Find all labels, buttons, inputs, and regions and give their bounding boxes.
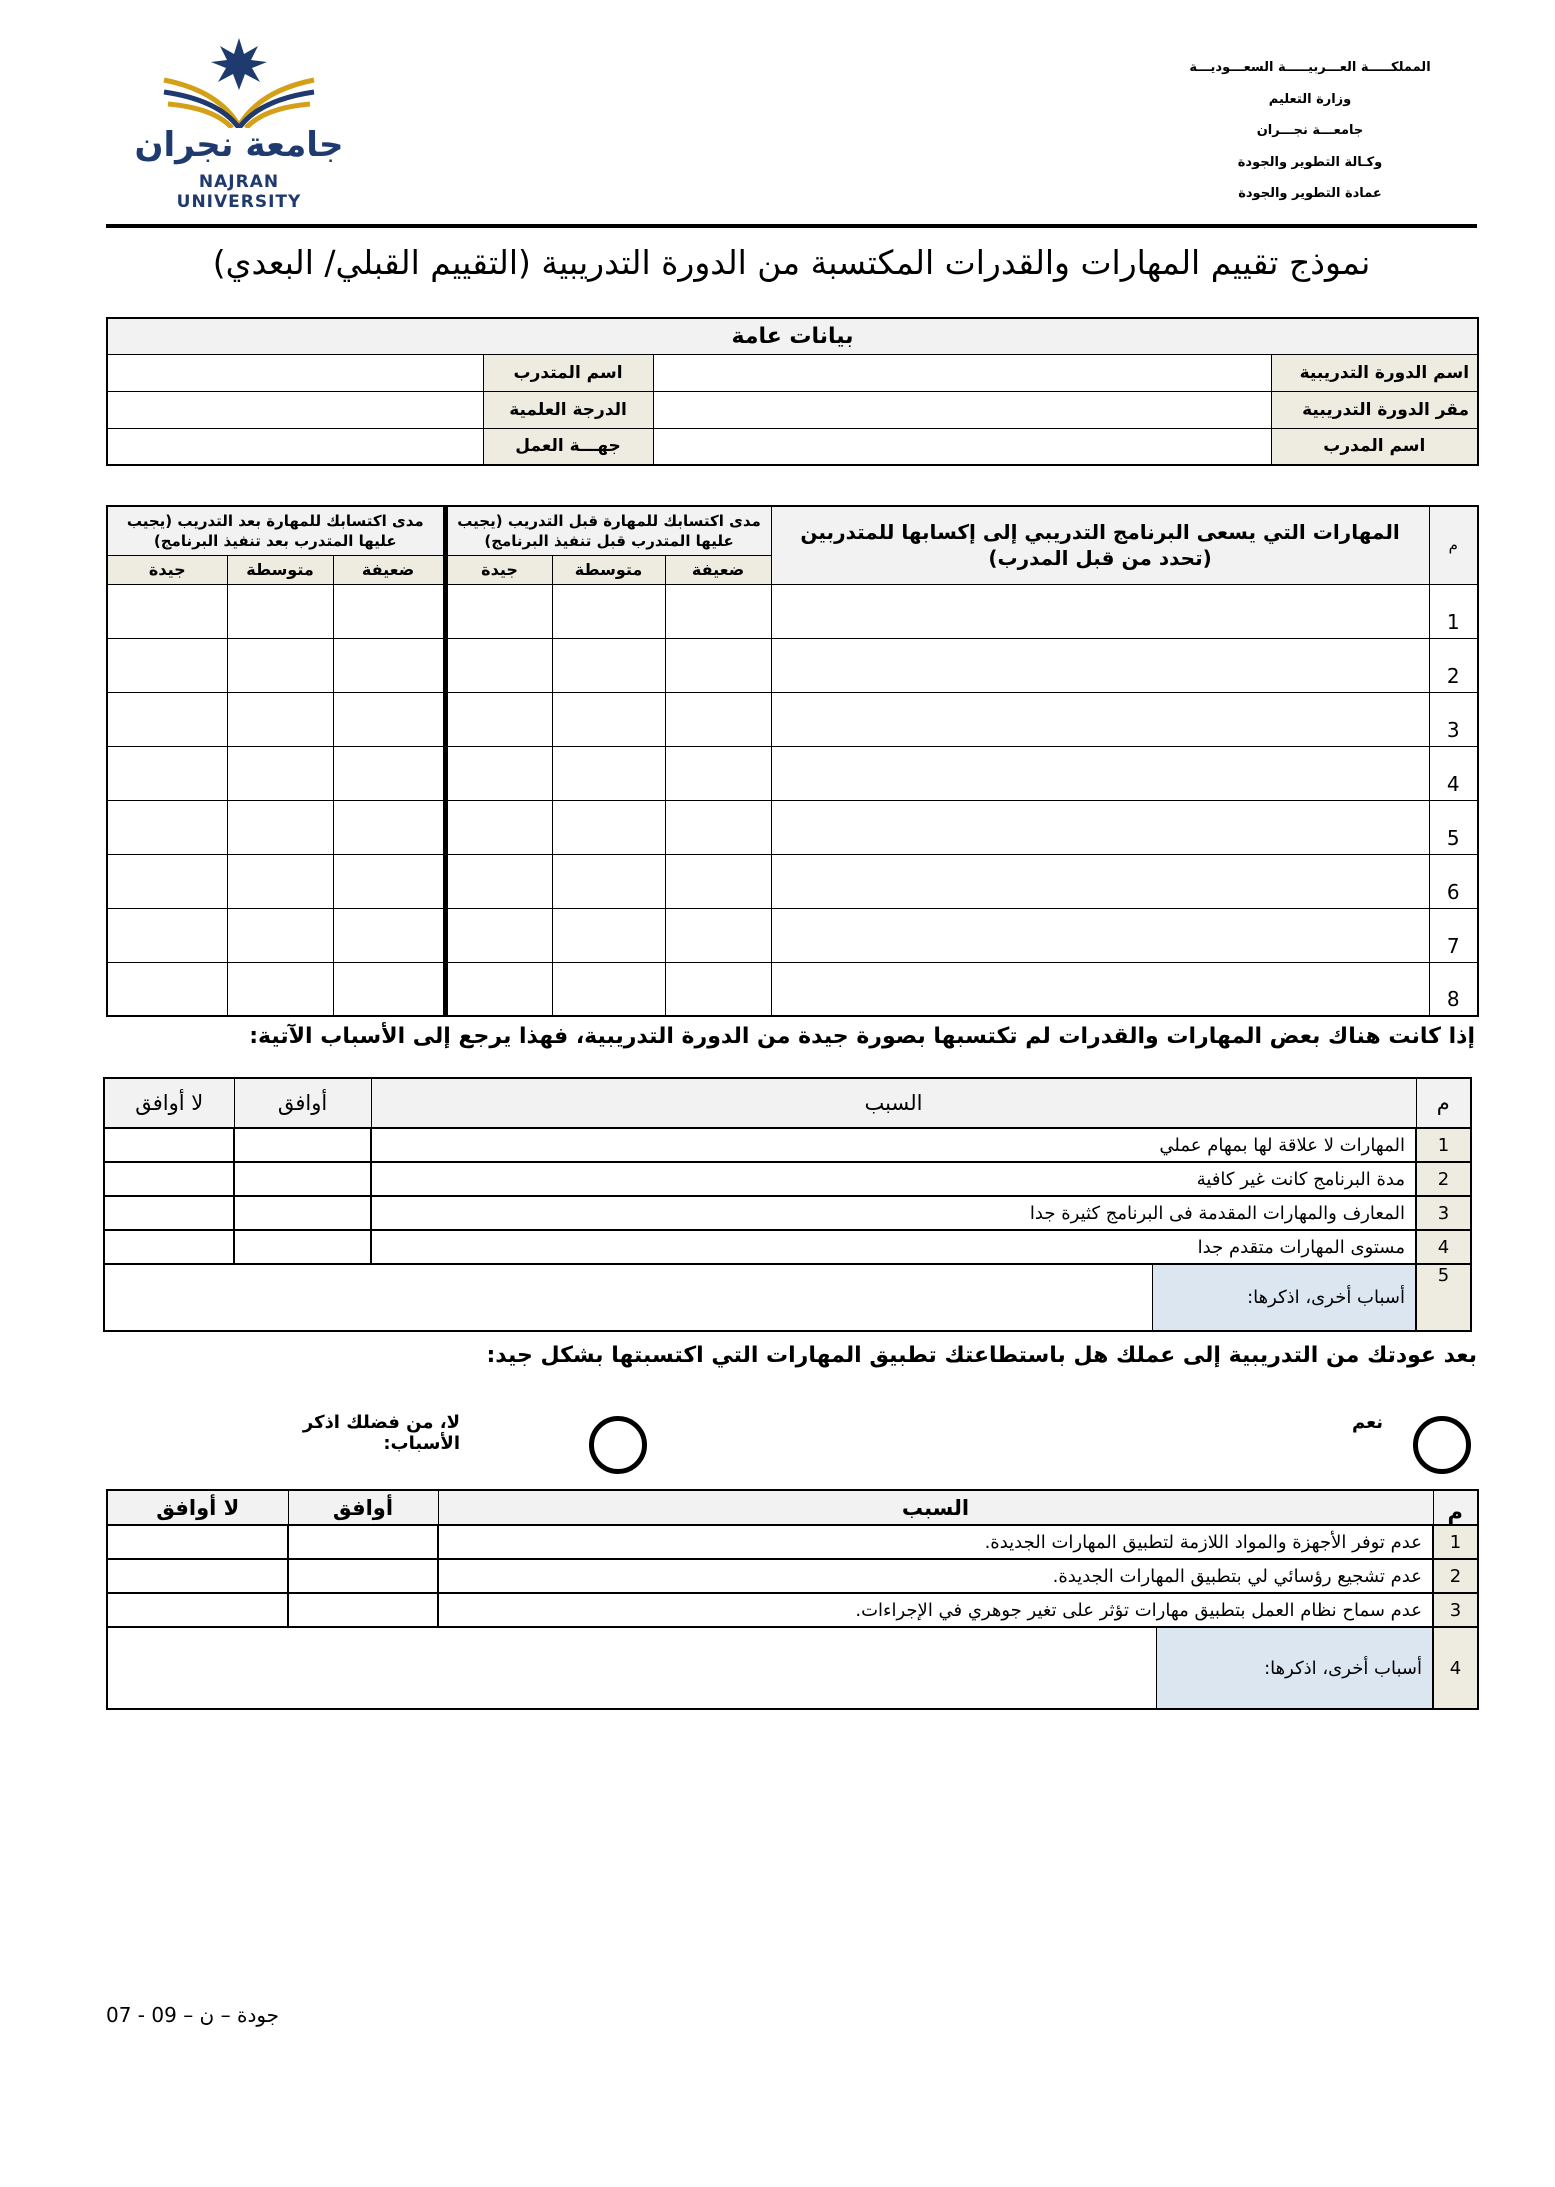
workplace-label: جهـــة العمل [483,428,653,465]
after-weak-cell[interactable] [333,962,445,1016]
after-medium-cell[interactable] [227,746,333,800]
skill-row [107,854,1478,908]
header-line: جامعـــة نجـــران [1256,123,1364,138]
agree-cell[interactable] [288,1559,438,1593]
disagree-cell[interactable] [107,1559,288,1593]
row-number: 3 [1429,692,1478,746]
before-good-cell[interactable] [445,908,552,962]
row-number: 4 [1433,1627,1478,1709]
apply-question: بعد عودتك من التدريبية إلى عملك هل باستطاعتك تطبيق المهارات التي اكتسبتها بشكل جيد: [486,1343,1477,1368]
reason-text: مدة البرنامج كانت غير كافية [371,1162,1416,1196]
header-line: عمادة التطوير والجودة [1238,186,1382,201]
reasons-not-acquired-table [103,1077,1472,1332]
page-title: نموذج تقييم المهارات والقدرات المكتسبة من الدورة التدريبية (التقييم القبلي/ البعدي) [212,243,1371,282]
row-number: 2 [1429,638,1478,692]
skill-field[interactable] [771,908,1429,962]
after-medium-cell[interactable] [227,584,333,638]
table-row-other [104,1264,1471,1331]
reason-text: المعارف والمهارات المقدمة فى البرنامج كثيرة جدا [371,1196,1416,1230]
row-number: 1 [1416,1128,1471,1162]
logo-english-text: NAJRAN UNIVERSITY [176,172,302,212]
row-number: 3 [1416,1196,1471,1230]
before-medium-cell[interactable] [552,800,665,854]
course-name-field[interactable] [653,354,1271,391]
after-good-header: جيدة [107,555,227,584]
najran-university-logo [134,36,344,212]
skill-field[interactable] [771,584,1429,638]
row-number: 6 [1429,854,1478,908]
row-number: 3 [1433,1593,1478,1627]
before-good-header: جيدة [445,555,552,584]
header-line: المملكـــــة العـــربيـــــة السعـــوديـــة [1189,60,1431,75]
trainer-name-label: اسم المدرب [1271,428,1478,465]
reason-header: السبب [438,1490,1433,1525]
other-reasons-field[interactable] [105,1265,1152,1330]
header-line: وزارة التعليم [1268,91,1352,107]
skill-field[interactable] [771,692,1429,746]
other-reasons-cell [107,1627,1433,1709]
table-row-other [107,1627,1478,1709]
reason-header: السبب [371,1078,1416,1128]
before-good-cell[interactable] [445,638,552,692]
after-weak-header: ضعيفة [333,555,445,584]
reason-text: عدم سماح نظام العمل بتطبيق مهارات تؤثر على تغير جوهري في الإجراءات. [438,1593,1433,1627]
after-good-cell[interactable] [107,962,227,1016]
skill-row [107,962,1478,1016]
before-weak-cell[interactable] [665,584,771,638]
skill-field[interactable] [771,746,1429,800]
before-weak-cell[interactable] [665,854,771,908]
after-good-cell[interactable] [107,746,227,800]
before-weak-cell[interactable] [665,692,771,746]
institution-header [1150,52,1470,210]
before-weak-cell[interactable] [665,962,771,1016]
before-medium-cell[interactable] [552,908,665,962]
before-good-cell[interactable] [445,746,552,800]
before-medium-cell[interactable] [552,746,665,800]
row-number: 7 [1429,908,1478,962]
agree-cell[interactable] [288,1525,438,1559]
logo-arabic-text: جامعة نجران [134,125,344,165]
after-weak-cell[interactable] [333,692,445,746]
row-number: 5 [1429,800,1478,854]
reason-text: مستوى المهارات متقدم جدا [371,1230,1416,1264]
degree-field[interactable] [107,391,483,428]
reason-text: المهارات لا علاقة لها بمهام عملي [371,1128,1416,1162]
disagree-header: لا أوافق [104,1078,234,1128]
other-reasons-cell [104,1264,1416,1331]
course-name-label: اسم الدورة التدريبية [1271,354,1478,391]
no-label: لا، من فضلك اذكر الأسباب: [302,1412,460,1454]
trainee-name-label: اسم المتدرب [483,354,653,391]
before-training-header: مدى اكتسابك للمهارة قبل التدريب (يجيب عليها المتدرب قبل تنفيذ البرنامج) [445,506,771,555]
skill-field[interactable] [771,962,1429,1016]
agree-cell[interactable] [234,1230,371,1264]
table-row [107,1593,1478,1627]
after-medium-cell[interactable] [227,908,333,962]
skill-field[interactable] [771,800,1429,854]
disagree-cell[interactable] [104,1196,234,1230]
before-good-cell[interactable] [445,584,552,638]
table-row [104,1196,1471,1230]
form-code: جودة – ن – 09 - 07 [106,2003,280,2027]
after-weak-cell[interactable] [333,746,445,800]
before-good-cell[interactable] [445,800,552,854]
after-training-header: مدى اكتسابك للمهارة بعد التدريب (يجيب عليها المتدرب بعد تنفيذ البرنامج) [107,506,445,555]
agree-cell[interactable] [234,1128,371,1162]
table-row [104,1128,1471,1162]
course-venue-field[interactable] [653,391,1271,428]
agree-cell[interactable] [288,1593,438,1627]
course-venue-label: مقر الدورة التدريبية [1271,391,1478,428]
before-good-cell[interactable] [445,692,552,746]
disagree-header: لا أوافق [107,1490,288,1525]
general-info-table [106,317,1479,466]
before-good-cell[interactable] [445,962,552,1016]
skill-row [107,800,1478,854]
after-good-cell[interactable] [107,692,227,746]
skill-row [107,584,1478,638]
before-weak-cell[interactable] [665,908,771,962]
disagree-cell[interactable] [107,1593,288,1627]
row-number: 5 [1416,1264,1471,1331]
agree-cell[interactable] [234,1196,371,1230]
before-medium-cell[interactable] [552,854,665,908]
skill-row [107,638,1478,692]
after-good-cell[interactable] [107,800,227,854]
after-medium-cell[interactable] [227,854,333,908]
agree-header: أوافق [288,1490,438,1525]
other-reasons-field[interactable] [108,1628,1156,1708]
index-header: م [1433,1490,1478,1525]
after-good-cell[interactable] [107,854,227,908]
after-medium-cell[interactable] [227,692,333,746]
reasons-prompt: إذا كانت هناك بعض المهارات والقدرات لم تكتسبها بصورة جيدة من الدورة التدريبية، فهذا يرجع إلى الأسباب الآتية: [249,1024,1475,1049]
after-good-cell[interactable] [107,908,227,962]
row-number: 2 [1433,1559,1478,1593]
trainee-name-field[interactable] [107,354,483,391]
agree-header: أوافق [234,1078,371,1128]
agree-cell[interactable] [234,1162,371,1196]
after-medium-cell[interactable] [227,962,333,1016]
degree-label: الدرجة العلمية [483,391,653,428]
skill-row [107,746,1478,800]
skill-header: المهارات التي يسعى البرنامج التدريبي إلى إكسابها للمتدربين (تحدد من قبل المدرب) [771,506,1429,584]
index-header: م [1429,506,1478,584]
other-reasons-label: أسباب أخرى، اذكرها: [1156,1628,1432,1708]
disagree-cell[interactable] [104,1230,234,1264]
after-weak-cell[interactable] [333,584,445,638]
after-medium-cell[interactable] [227,638,333,692]
disagree-cell[interactable] [107,1525,288,1559]
before-medium-cell[interactable] [552,692,665,746]
skill-row [107,908,1478,962]
after-weak-cell[interactable] [333,908,445,962]
before-medium-header: متوسطة [552,555,665,584]
reason-text: عدم توفر الأجهزة والمواد اللازمة لتطبيق المهارات الجديدة. [438,1525,1433,1559]
reasons-cannot-apply-table [106,1489,1479,1710]
other-reasons-label: أسباب أخرى، اذكرها: [1152,1265,1415,1330]
skill-field[interactable] [771,854,1429,908]
skill-field[interactable] [771,638,1429,692]
before-weak-cell[interactable] [665,638,771,692]
table-row [107,1559,1478,1593]
after-good-cell[interactable] [107,638,227,692]
header-line: وكـالة التطوير والجودة [1237,154,1383,170]
skill-row [107,692,1478,746]
before-good-cell[interactable] [445,854,552,908]
after-medium-cell[interactable] [227,800,333,854]
before-weak-cell[interactable] [665,800,771,854]
before-weak-header: ضعيفة [665,555,771,584]
workplace-field[interactable] [107,428,483,465]
row-number: 1 [1429,584,1478,638]
disagree-cell[interactable] [104,1162,234,1196]
row-number: 4 [1429,746,1478,800]
after-weak-cell[interactable] [333,854,445,908]
before-medium-cell[interactable] [552,962,665,1016]
trainer-name-field[interactable] [653,428,1271,465]
reason-text: عدم تشجيع رؤسائي لي بتطبيق المهارات الجديدة. [438,1559,1433,1593]
header-divider [106,224,1477,228]
before-medium-cell[interactable] [552,584,665,638]
after-good-cell[interactable] [107,584,227,638]
row-number: 4 [1416,1230,1471,1264]
table-row [107,1525,1478,1559]
row-number: 1 [1433,1525,1478,1559]
row-number: 8 [1429,962,1478,1016]
disagree-cell[interactable] [104,1128,234,1162]
index-header: م [1416,1078,1471,1128]
after-weak-cell[interactable] [333,800,445,854]
table-row [104,1162,1471,1196]
no-radio[interactable] [589,1416,647,1474]
after-medium-header: متوسطة [227,555,333,584]
before-medium-cell[interactable] [552,638,665,692]
general-info-heading: بيانات عامة [107,318,1478,354]
yes-label: نعم [1352,1412,1384,1433]
logo-emblem-icon [134,36,344,128]
before-weak-cell[interactable] [665,746,771,800]
skills-assessment-table [106,505,1479,1017]
after-weak-cell[interactable] [333,638,445,692]
yes-radio[interactable] [1413,1416,1471,1474]
table-row [104,1230,1471,1264]
row-number: 2 [1416,1162,1471,1196]
